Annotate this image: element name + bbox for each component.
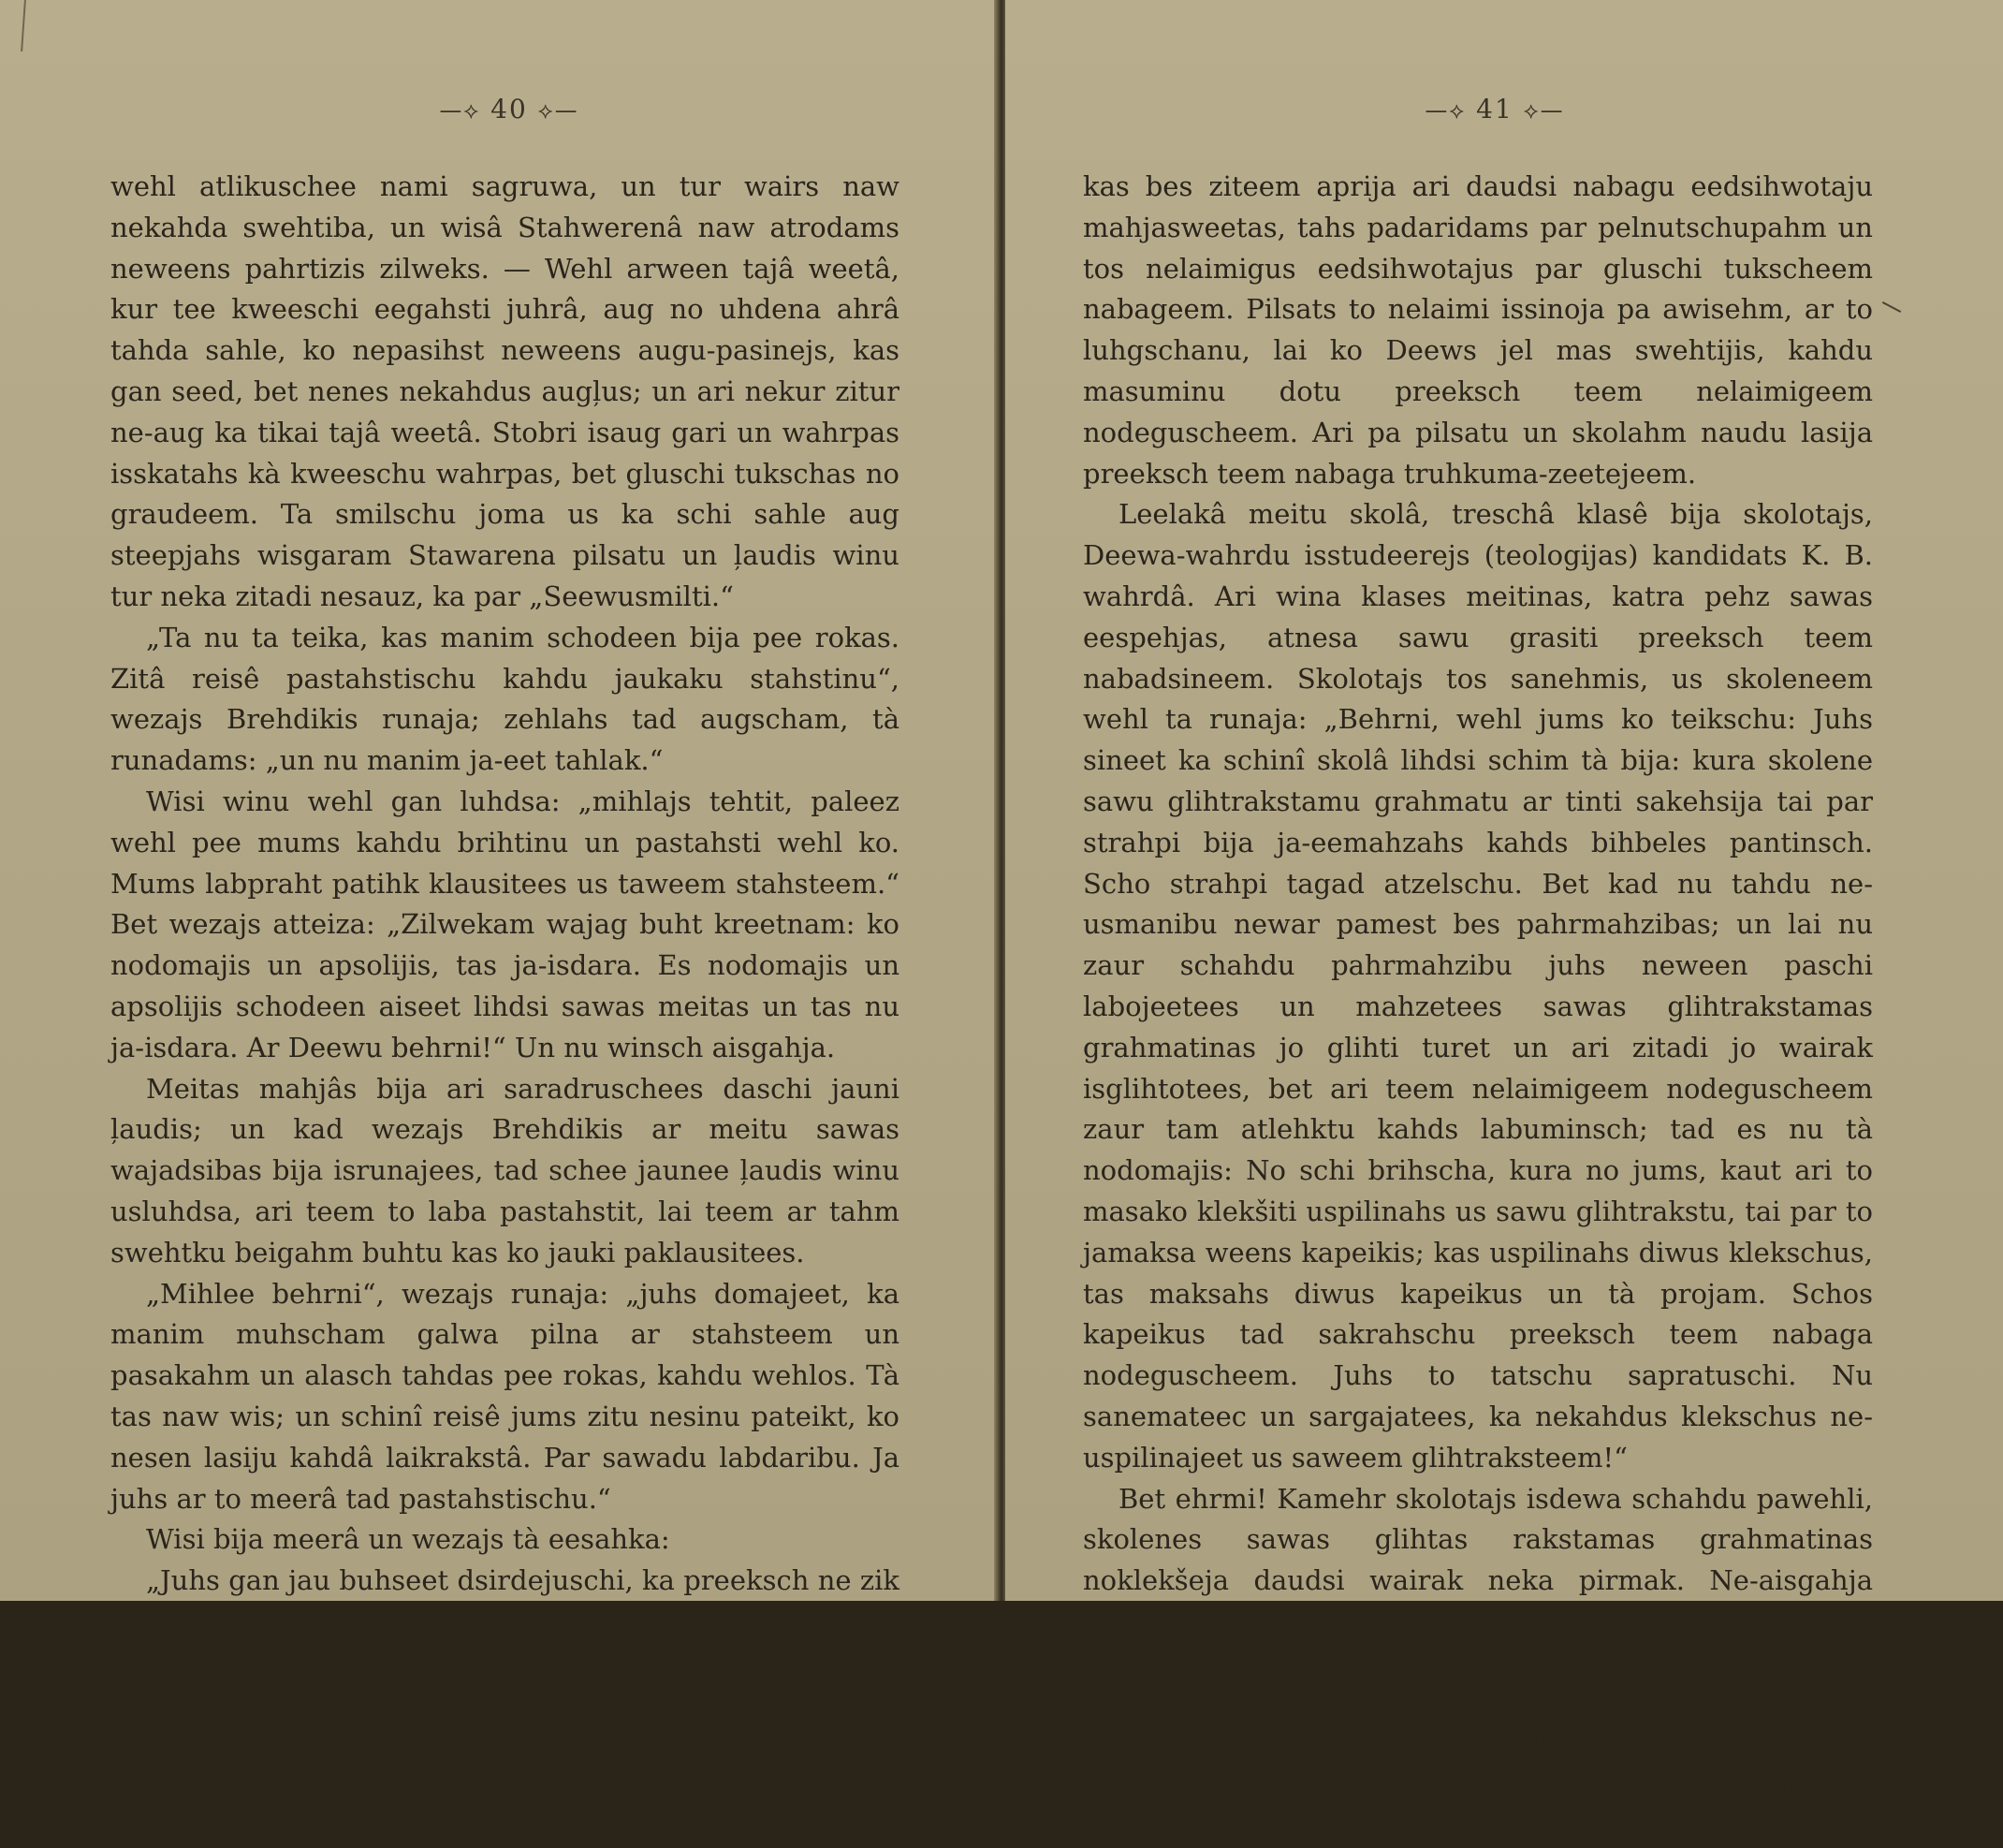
page-header-left [19,94,1000,125]
paragraph: Leelakâ meitu skolâ, treschâ klasê bija skolotajs, Deewa-wahrdu isstudeerejs (teologijas) kandidats K. B. wahrdâ. Ari wina klases meitinas, katra pehz sawas eespehjas, atnesa sawu grasiti preeksch teem nabadsineem. Skolotajs tos sanehmis, us skoleneem wehl ta runaja: „Behrni, wehl jums ko teikschu: Juhs sineet ka schinî skolâ lihdsi schim tà bija: kura skolene sawu glihtrakstamu grahmatu ar tinti sakehsija tai par strahpi bija ja-eemahzahs kahds bihbeles pantinsch. Scho strahpi tagad atzelschu. Bet kad nu tahdu ne-usmanibu newar pamest bes pahrmahzibas; un lai nu zaur schahdu pahrmahzibu juhs neween paschi labojeetees un mahzetees sawas glihtrakstamas grahmatinas jo glihti turet un ari zitadi jo wairak isglihtotees, bet ari teem nelaimigeem nodeguscheem zaur tam atlehktu kahds labuminsch; tad es nu tà nodomajis: No schi brihscha, kura no jums, kaut ari to masako klekšiti uspilinahs us sawu glihtrakstu, tai par to jamaksa weens kapeikis; kas uspilinahs diwus klekschus, tas maksahs diwus kapeikus un tà projam. Schos kapeikus tad sakrahschu preeksch teem nabaga nodeguscheem. Juhs to tatschu sapratuschi. Nu sanemateeс un sargajatees, ka nekahdus klekschus ne-uspilinajeet us saweem glihtraksteem!“ [1083,498,1873,1474]
paragraph: „Mihlee behrni“, wezajs runaja: „juhs domajeet, ka manim muhscham galwa pilna ar stahsteem un pasakahm un alasch tahdas pee rokas, kahdu wehlos. Tà tas naw wis; un schinî reisê jums zitu nesinu pateikt, ko nesen lasiju kahdâ laikrakstâ. Par sawadu labdaribu. Ja juhs ar to meerâ tad pastahstischu.“ [110,1277,899,1515]
left-page [0,0,1000,1679]
page-header-right [1005,94,1984,125]
paragraph: „Ta nu ta teika, kas manim schodeen bija pee rokas. Zitâ reisê pastahstischu kahdu jaukaku stahstinu“, wezajs Brehdikis runaja; zehlahs tad augscham, tà runadams: „un nu manim ja-eet tahlak.“ [110,621,899,777]
paragraph: kas bes ziteem aprija ari daudsi nabagu eedsihwotaju mahjasweetas, tahs padaridams par pelnutschupahm un tos nelaimigus eedsihwotajus par gluschi tukscheem nabageem. Pilsats to nelaimi issinoja pa awisehm, ar to luhgschanu, lai ko Deews jel mas swehtijis, kahdu masuminu dotu preeksch teem nelaimigeem nodeguscheem. Ari pa pilsatu un skolahm naudu lasija preeksch teem nabaga truhkuma-zeetejeem. [1083,170,1873,490]
left-page-text [110,167,899,1683]
right-page-text [1083,167,1873,1848]
paragraph: Wisi winu wehl gan luhdsa: „mihlajs tehtit, paleez wehl pee mums kahdu brihtinu un pastahsti wehl ko. Mums labpraht patihk klausitees us taweem stahsteem.“ Bet wezajs atteiza: „Zilwekam wajag buht kreetnam: ko nodomajis un apsolijis, tas ja-isdara. Es nodomajis un apsolijis schodeen aiseet lihdsi sawas meitas un tas nu ja-isdara. Ar Deewu behrni!“ Un nu winsch aisgahja. [110,785,899,1063]
header-ornament-right-icon: ⟡— [1523,97,1565,124]
paragraph: Wisi bija meerâ un wezajs tà eesahka: [146,1523,670,1556]
page-number-right: 41 [1476,94,1513,125]
page-number-left: 40 [490,94,528,125]
page-edge-mark [21,0,26,51]
paragraph: Kahdâ deenâ, kad wisas skolenes atkal rakstija, tad masa Lihse usreisi pilnâ kaklâ eesauzahs: „Skolotaja kungs, skolotaja kungs!“ [1083,1728,1873,1842]
right-page [1005,0,2003,1842]
paragraph: Meitas mahjâs bija ari saradruschees daschi jauni ļaudis; un kad wezajs Brehdikis ar meitu sawas wajadsibas bija isrunajees, tad schee jaunee ļaudis winu usluhdsa, ari teem to laba pastahstit, lai teem ar tahm swehtku beigahm buhtu kas ko jauki paklausitees. [110,1072,899,1269]
header-ornament-left-icon: —⟡ [1425,97,1467,124]
paragraph: „Juhs gan jau buhseet dsirdejuschi, ka preeksch ne zik ilga laika muhsu leelakâ gubernas pilsatâ R. bija leels ugunagrehks, [110,1564,899,1679]
paragraph: Bet ehrmi! Kamehr skolotajs isdewa schahdu pawehli, skolenes sawas glihtas rakstamas grahmatinas noklekšeja daudsi wairak neka pirmak. Ne-aisgahja neweena rakstama stundina kurâ 15 lihdsi 20 kapeiku ne-eenahza, un gandrihsi neweena aprakstita lapupuse nepalika bes klekscha. [1083,1482,1873,1720]
paragraph: wehl atlikuschee nami sagruwa, un tur wairs naw nekahda swehtiba, un wisâ Stahwerenâ naw atrodams neweens pahrtizis zilweks. — Wehl arween tajâ weetâ, kur tee kweeschi eegahsti juhrâ, aug no uhdena ahrâ tahda sahle, ko nepasihst neweens augu-pasinejs, kas gan seed, bet nenes nekahdus augļus; un ari nekur zitur ne-aug ka tikai tajâ weetâ. Stobri isaug gari un wahrpas isskatahs kà kweeschu wahrpas, bet gluschi tukschas no graudeem. Ta smilschu joma us ka schi sahle aug steepjahs wisgaram Stawarena pilsatu un ļaudis winu tur neka zitadi nesauz, ka par „Seewusmilti.“ [110,170,899,612]
header-ornament-left-icon: —⟡ [439,97,481,124]
header-ornament-right-icon: ⟡— [537,97,579,124]
